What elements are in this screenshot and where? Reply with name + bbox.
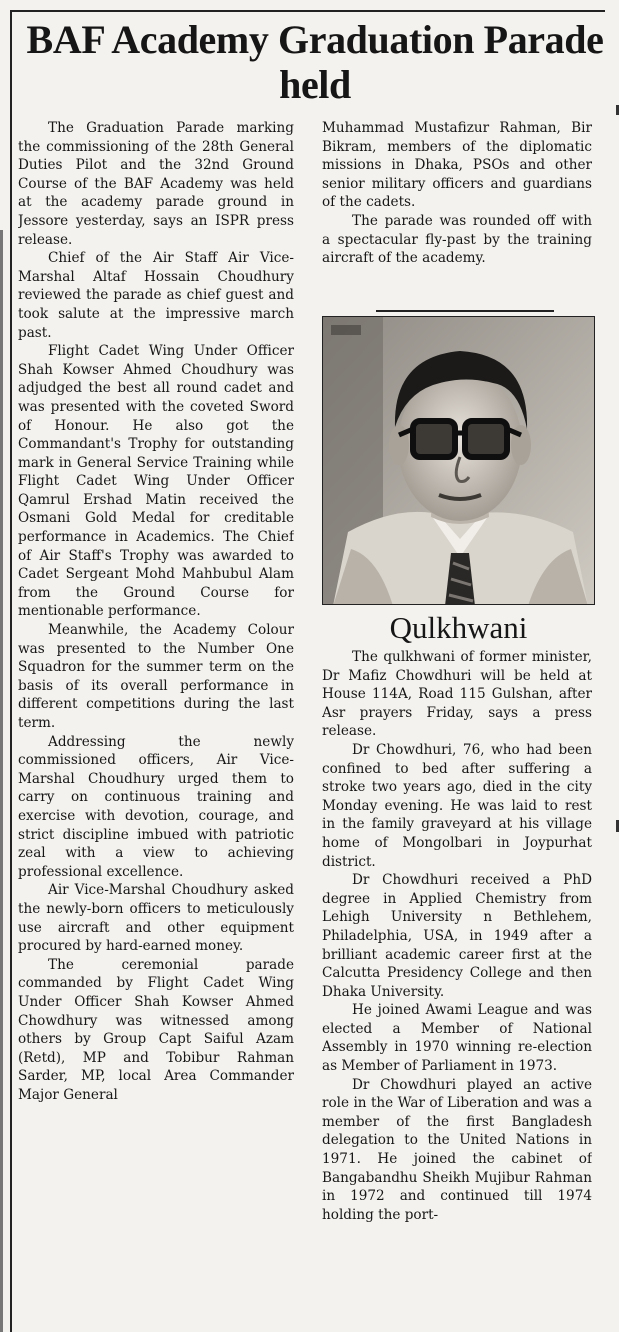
obituary-column xyxy=(322,648,592,1332)
article-paragraph: The parade was rounded off with a spectacular fly-past by the training aircraft of the academy. xyxy=(322,212,592,267)
article-column-left xyxy=(18,119,294,1332)
obituary-paragraph: He joined Awami League and was elected a Member of National Assembly in 1970 winning re-election as Member of Parliament in 1973. xyxy=(322,1002,592,1075)
obituary-paragraph: Dr Chowdhuri played an active role in the War of Liberation and was a member of the first Bangladesh delegation to the United Nations in 1971. He joined the cabinet of Bangabandhu Sheikh Mujibur Rahman in 1972 and continued till 1974 holding the port- xyxy=(322,1076,592,1223)
obituary-paragraph: Dr Chowdhuri, 76, who had been confined to bed after suffering a stroke two years ago, died in the city Monday evening. He was laid to rest in the family graveyard at his village home of Mongolbari in Joypurhat district. xyxy=(322,741,592,870)
article-paragraph: Meanwhile, the Academy Colour was presented to the Number One Squadron for the summer term on the basis of its overall performance in different competitions during the last term. xyxy=(18,622,294,731)
article-paragraph: The ceremonial parade commanded by Flight Cadet Wing Under Officer Shah Kowser Ahmed Chowdhury was witnessed among others by Group Capt Saiful Azam (Retd), MP and Tobibur Rahman Sarder, MP, local Area Commander Major General xyxy=(18,956,294,1103)
left-column-rule xyxy=(10,10,12,1332)
top-rule xyxy=(10,10,605,12)
obituary-headline: Qulkhwani xyxy=(389,610,528,645)
obituary-paragraph: The qulkhwani of former minister, Dr Mafiz Chowdhuri will be held at House 114A, Road 115 Gulshan, after Asr prayers Friday, says a press release. xyxy=(322,649,592,740)
article-paragraph: Addressing the newly commissioned officers, Air Vice-Marshal Choudhury urged them to carry on continuous training and exercise with devotion, courage, and strict discipline imbued with patriotic zeal with a view to achieving professional excellence. xyxy=(18,733,294,880)
portrait-photo-icon xyxy=(323,317,595,605)
article-headline: BAF Academy Graduation Parade held xyxy=(26,17,604,107)
article-paragraph: Flight Cadet Wing Under Officer Shah Kowser Ahmed Choudhury was adjudged the best all round cadet and was presented with the coveted Sword of Honour. He also got the Commandant's Trophy for outstanding mark in General Service Training while Flight Cadet Wing Under Officer Qamrul Ershad Matin received the Osmani Gold Medal for creditable performance in Academics. The Chief of Air Staff's Trophy was awarded to Cadet Sergeant Mohd Mahbubul Alam from the Ground Course for mentionable performance. xyxy=(18,343,294,620)
portrait-photo xyxy=(322,316,595,605)
obituary-paragraph: Dr Chowdhuri received a PhD degree in Applied Chemistry from Lehigh University n Bethlehem, Philadelphia, USA, in 1949 after a brilliant academic career first at the Calcutta Presidency College and then Dhaka University. xyxy=(322,872,592,1000)
article-column-right xyxy=(322,119,592,305)
scan-edge xyxy=(0,230,3,1332)
article-paragraph: Air Vice-Marshal Choudhury asked the newly-born officers to meticulously use aircraft and other equipment procured by hard-earned money. xyxy=(18,882,294,955)
article-paragraph: The Graduation Parade marking the commissioning of the 28th General Duties Pilot and the 32nd Ground Course of the BAF Academy was held at the academy parade ground in Jessore yesterday, says an ISPR press release. xyxy=(18,120,294,248)
article-paragraph: Muhammad Mustafizur Rahman, Bir Bikram, members of the diplomatic missions in Dhaka, PSOs and other senior military officers and guardians of the cadets. xyxy=(322,120,592,211)
article-paragraph: Chief of the Air Staff Air Vice-Marshal Altaf Hossain Choudhury reviewed the parade as chief guest and took salute at the impressive march past. xyxy=(18,250,294,341)
section-divider xyxy=(376,310,554,312)
